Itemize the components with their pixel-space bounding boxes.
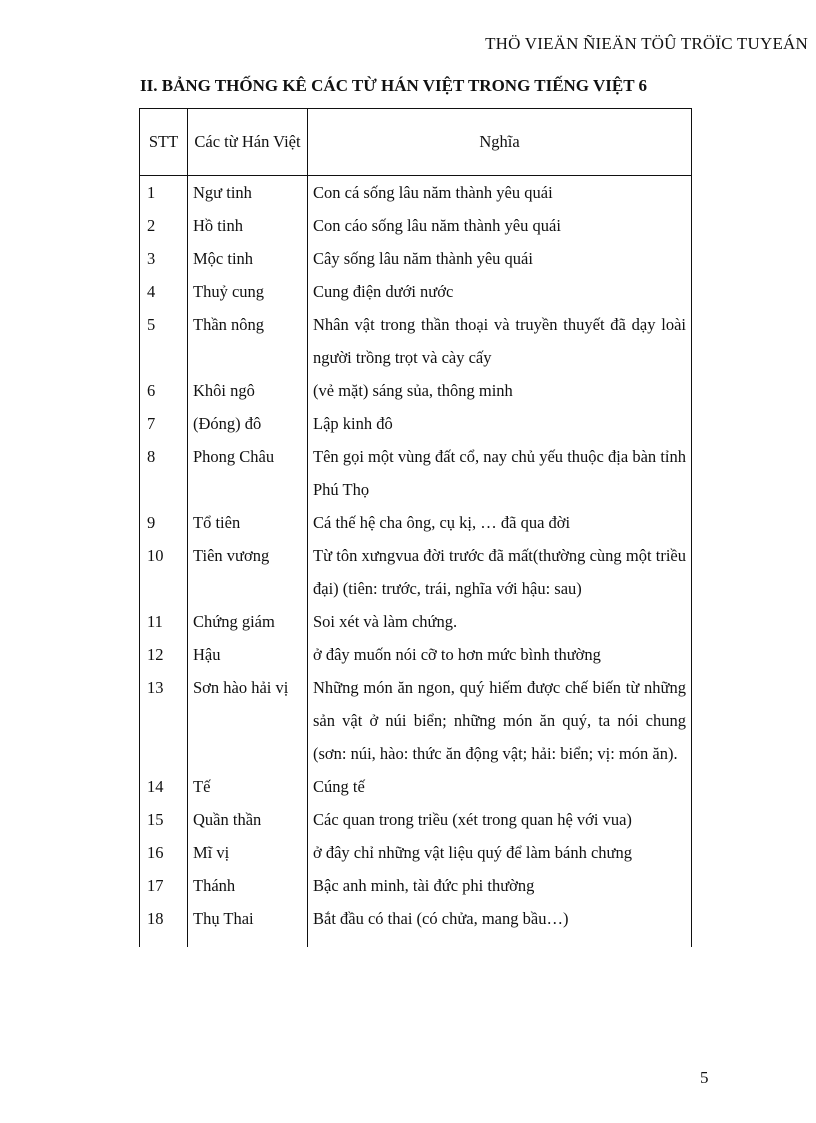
row-number-cell: 7 (140, 407, 188, 440)
row-number-cell: 1 (140, 176, 188, 210)
han-viet-word-cell: Thần nông (188, 308, 308, 374)
table-row (140, 440, 692, 506)
meaning-cell: Những món ăn ngon, quý hiếm được chế biến từ những sản vật ở núi biển; những món ăn quý, ta nói chung (sơn: núi, hào: thức ăn động vật; hải: biển; vị: món ăn). (308, 671, 692, 770)
vocabulary-table (139, 108, 692, 947)
table-row (140, 836, 692, 869)
table-row (140, 209, 692, 242)
row-number-cell: 2 (140, 209, 188, 242)
table-row (140, 770, 692, 803)
meaning-cell: Tên gọi một vùng đất cổ, nay chủ yếu thuộc địa bàn tỉnh Phú Thọ (308, 440, 692, 506)
row-number-cell: 11 (140, 605, 188, 638)
row-number-cell: 15 (140, 803, 188, 836)
table-header-row (140, 109, 692, 176)
table-row (140, 539, 692, 605)
meaning-cell: Cây sống lâu năm thành yêu quái (308, 242, 692, 275)
meaning-cell: Con cáo sống lâu năm thành yêu quái (308, 209, 692, 242)
meaning-cell: Lập kinh đô (308, 407, 692, 440)
table-row (140, 275, 692, 308)
column-header-word: Các từ Hán Việt (188, 109, 308, 176)
row-number-cell: 5 (140, 308, 188, 374)
han-viet-word-cell: Tổ tiên (188, 506, 308, 539)
han-viet-word-cell: Tiên vương (188, 539, 308, 605)
han-viet-word-cell: (Đóng) đô (188, 407, 308, 440)
table-row (140, 407, 692, 440)
row-number-cell: 4 (140, 275, 188, 308)
row-number-cell: 8 (140, 440, 188, 506)
han-viet-word-cell: Thánh (188, 869, 308, 902)
table-row (140, 242, 692, 275)
meaning-cell: Con cá sống lâu năm thành yêu quái (308, 176, 692, 210)
row-number-cell: 10 (140, 539, 188, 605)
meaning-cell: Bắt đầu có thai (có chửa, mang bầu…) (308, 902, 692, 947)
han-viet-word-cell: Khôi ngô (188, 374, 308, 407)
meaning-cell: ở đây chỉ những vật liệu quý để làm bánh chưng (308, 836, 692, 869)
table-row (140, 902, 692, 947)
meaning-cell: Soi xét và làm chứng. (308, 605, 692, 638)
row-number-cell: 3 (140, 242, 188, 275)
han-viet-word-cell: Phong Châu (188, 440, 308, 506)
row-number-cell: 17 (140, 869, 188, 902)
table-row (140, 374, 692, 407)
meaning-cell: ở đây muốn nói cỡ to hơn mức bình thường (308, 638, 692, 671)
row-number-cell: 12 (140, 638, 188, 671)
table-row (140, 506, 692, 539)
han-viet-word-cell: Ngư tinh (188, 176, 308, 210)
row-number-cell: 14 (140, 770, 188, 803)
meaning-cell: Bậc anh minh, tài đức phi thường (308, 869, 692, 902)
han-viet-word-cell: Chứng giám (188, 605, 308, 638)
table-row (140, 638, 692, 671)
han-viet-word-cell: Hồ tinh (188, 209, 308, 242)
table-row (140, 308, 692, 374)
page-number: 5 (700, 1068, 709, 1087)
table-body (140, 176, 692, 948)
row-number-cell: 6 (140, 374, 188, 407)
han-viet-word-cell: Thụ Thai (188, 902, 308, 947)
meaning-cell: Cung điện dưới nước (308, 275, 692, 308)
table-row (140, 605, 692, 638)
meaning-cell: Từ tôn xưngvua đời trước đã mất(thường cùng một triều đại) (tiên: trước, trái, nghĩa với hậu: sau) (308, 539, 692, 605)
han-viet-word-cell: Thuỷ cung (188, 275, 308, 308)
han-viet-word-cell: Mĩ vị (188, 836, 308, 869)
row-number-cell: 18 (140, 902, 188, 947)
han-viet-word-cell: Mộc tinh (188, 242, 308, 275)
column-header-stt: STT (140, 109, 188, 176)
han-viet-word-cell: Tế (188, 770, 308, 803)
meaning-cell: Nhân vật trong thần thoại và truyền thuyết đã dạy loài người trồng trọt và cày cấy (308, 308, 692, 374)
meaning-cell: Cá thế hệ cha ông, cụ kị, … đã qua đời (308, 506, 692, 539)
column-header-meaning: Nghĩa (308, 109, 692, 176)
row-number-cell: 9 (140, 506, 188, 539)
table-row (140, 869, 692, 902)
han-viet-word-cell: Sơn hào hải vị (188, 671, 308, 770)
row-number-cell: 16 (140, 836, 188, 869)
running-header: THÖ VIEÄN ÑIEÄN TÖÛ TRÖÏC TUYEÁN (485, 34, 808, 53)
section-title: II. BẢNG THỐNG KÊ CÁC TỪ HÁN VIỆT TRONG TIẾNG VIỆT 6 (140, 76, 647, 95)
table-row (140, 803, 692, 836)
table-row (140, 671, 692, 770)
meaning-cell: Cúng tế (308, 770, 692, 803)
row-number-cell: 13 (140, 671, 188, 770)
table-row (140, 176, 692, 210)
han-viet-word-cell: Hậu (188, 638, 308, 671)
meaning-cell: (vẻ mặt) sáng sủa, thông minh (308, 374, 692, 407)
meaning-cell: Các quan trong triều (xét trong quan hệ với vua) (308, 803, 692, 836)
han-viet-word-cell: Quần thần (188, 803, 308, 836)
